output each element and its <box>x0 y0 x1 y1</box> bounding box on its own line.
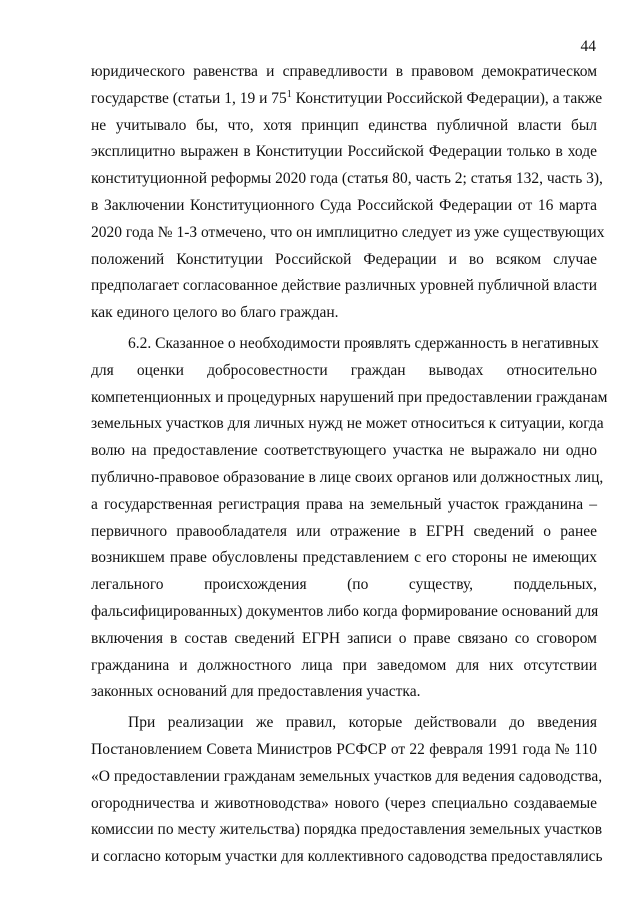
text-line: эксплицитно выражен в Конституции Российской Федерации только в ходе <box>91 143 597 161</box>
paragraph-section-6-2 <box>91 331 608 706</box>
text-line: в Заключении Конституционного Суда Российской Федерации от 16 марта <box>91 196 597 214</box>
body-text <box>91 59 608 871</box>
paragraph-closing <box>91 710 603 871</box>
text-line-part: государстве (статьи 1, 19 и 75 <box>91 89 287 107</box>
text-line: не учитывало бы, что, хотя принцип единства публичной власти был <box>91 116 597 134</box>
page-number: 44 <box>580 38 596 55</box>
text-line: возникшем праве обусловлены представлением с его стороны не имеющих <box>91 549 597 567</box>
text-line: «О предоставлении гражданам земельных участков для ведения садоводства, <box>91 767 603 785</box>
footnote-superscript: 1 <box>286 88 292 100</box>
text-line: для оценки добросовестности граждан выводах относительно <box>91 361 597 379</box>
text-line: публично-правовое образование в лице своих органов или должностных лиц, <box>91 468 604 486</box>
text-line: фальсифицированных) документов либо когда формирование оснований для <box>91 602 599 620</box>
text-line: 6.2. Сказанное о необходимости проявлять сдержанность в негативных <box>128 334 599 352</box>
text-line <box>91 86 603 113</box>
text-line: юридического равенства и справедливости в правовом демократическом <box>91 63 597 80</box>
text-line: включения в состав сведений ЕГРН записи о праве связано со сговором <box>91 629 597 647</box>
text-line: предполагает согласованное действие различных уровней публичной власти <box>91 277 597 295</box>
text-line: конституционной реформы 2020 года (статья 80, часть 2; статья 132, часть 3), <box>91 170 603 188</box>
text-line: законных оснований для предоставления участка. <box>91 683 421 701</box>
text-line: как единого целого во благо граждан. <box>91 304 339 322</box>
text-line: 2020 года № 1-З отмечено, что он имплицитно следует из уже существующих <box>91 223 605 241</box>
text-line: положений Конституции Российской Федерации и во всяком случае <box>91 250 597 268</box>
text-line: и согласно которым участки для коллективного садоводства предоставлялись <box>91 848 603 866</box>
text-line: Постановлением Совета Министров РСФСР от 22 февраля 1991 года № 110 <box>91 740 597 758</box>
text-line: волю на предоставление соответствующего участка не выражало ни одно <box>91 442 597 460</box>
text-line: гражданина и должностного лица при заведомом для них отсутствии <box>91 656 597 674</box>
text-line: огородничества и животноводства» нового (через специально создаваемые <box>91 794 597 812</box>
paragraph-continuation <box>91 59 605 327</box>
text-line: а государственная регистрация права на земельный участок гражданина – <box>91 495 597 513</box>
text-line-part: Конституции Российской Федерации), а также <box>291 89 603 107</box>
text-line: комиссии по месту жительства) порядка предоставления земельных участков <box>91 821 603 839</box>
text-line: компетенционных и процедурных нарушений при предоставлении гражданам <box>91 388 608 406</box>
text-line: легального происхождения (по существу, поддельных, <box>91 576 597 594</box>
text-line: первичного правообладателя или отражение в ЕГРН сведений о ранее <box>91 522 597 540</box>
text-line: При реализации же правил, которые действовали до введения <box>128 714 597 732</box>
text-line: земельных участков для личных нужд не может относиться к ситуации, когда <box>91 415 604 433</box>
